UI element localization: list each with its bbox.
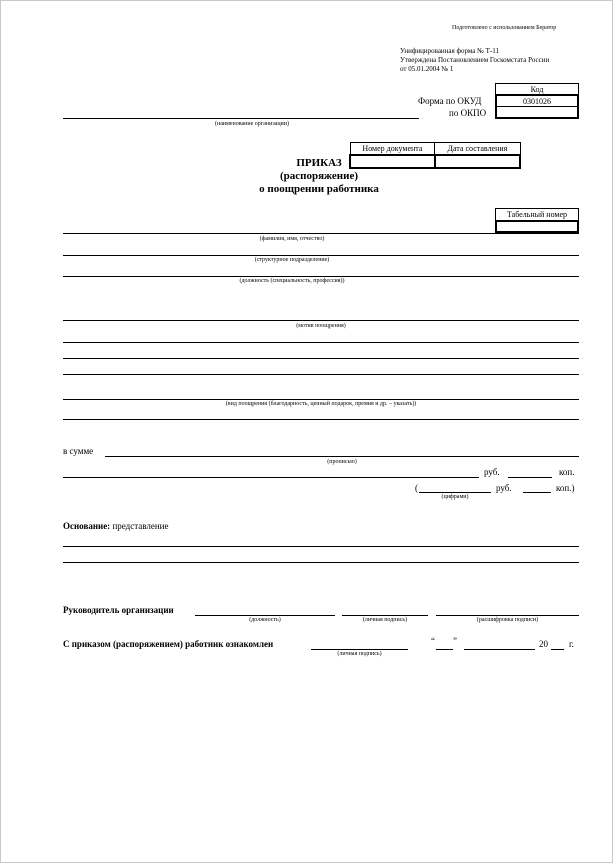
document-number-header: Номер документа: [350, 143, 435, 156]
prepared-note: Подготовлено с использованием Бератор: [452, 25, 557, 31]
employee-signature-field[interactable]: [311, 649, 408, 650]
quote-close: ”: [453, 636, 457, 646]
employee-signature-caption: (личная подпись): [337, 651, 382, 657]
okud-label: Форма по ОКУД: [418, 96, 482, 106]
sum-words-field[interactable]: [105, 456, 579, 457]
reward-kind-field[interactable]: [63, 399, 579, 400]
year-suffix: г.: [569, 639, 574, 649]
head-decode-field[interactable]: [436, 615, 579, 616]
kop-digits-field[interactable]: [523, 492, 551, 493]
ack-label: С приказом (распоряжением) работник ознакомлен: [63, 639, 274, 649]
rub-label: руб.: [484, 467, 500, 477]
okpo-code-field[interactable]: [495, 106, 579, 119]
sum-words-line-2[interactable]: [63, 477, 479, 478]
form-line-2: Утверждена Постановлением Госкомстата России: [400, 56, 550, 64]
form-line-1: Унифицированная форма № Т-11: [400, 47, 499, 55]
okud-code-field[interactable]: 0301026: [495, 94, 579, 107]
sum-digits-field[interactable]: [419, 492, 491, 493]
document-date-field[interactable]: [435, 155, 520, 168]
full-name-caption: (фамилия, имя, отчество): [259, 236, 325, 242]
basis-line-1[interactable]: [63, 546, 579, 547]
sum-digits-caption: (цифрами): [441, 494, 469, 500]
tab-number-header: Табельный номер: [495, 208, 579, 221]
digits-open-paren: (: [415, 483, 418, 493]
full-name-field[interactable]: [63, 233, 579, 234]
head-decode-caption: (расшифровка подписи): [476, 617, 539, 623]
quote-open: “: [431, 636, 435, 646]
ack-month-field[interactable]: [464, 649, 535, 650]
division-field[interactable]: [63, 255, 579, 256]
ack-year-field[interactable]: [551, 649, 564, 650]
kop-label: коп.: [559, 467, 575, 477]
head-org-label: Руководитель организации: [63, 605, 174, 615]
head-position-field[interactable]: [195, 615, 335, 616]
tab-number-field[interactable]: [495, 220, 579, 233]
reward-kind-caption: (вид поощрения (благодарность, ценный подарок, премия и др. – указать)): [225, 401, 417, 407]
ack-day-field[interactable]: [436, 649, 453, 650]
head-position-caption: (должность): [249, 617, 281, 623]
position-field[interactable]: [63, 276, 579, 277]
motive-field[interactable]: [63, 320, 579, 321]
organization-field[interactable]: [63, 118, 419, 119]
order-subtitle: (распоряжение): [279, 170, 358, 182]
document-date-header: Дата составления: [435, 143, 520, 156]
basis-row: [63, 521, 169, 531]
head-signature-field[interactable]: [342, 615, 428, 616]
order-title: ПРИКАЗ: [296, 157, 342, 169]
year-prefix: 20: [539, 639, 548, 649]
kop-label-2: коп.): [556, 483, 575, 493]
motive-line-3[interactable]: [63, 358, 579, 359]
basis-label: Основание:: [63, 521, 111, 531]
code-head: Код: [495, 83, 579, 95]
organization-caption: (наименование организации): [215, 121, 289, 127]
motive-line-2[interactable]: [63, 342, 579, 343]
motive-line-4[interactable]: [63, 374, 579, 375]
rub-label-2: руб.: [496, 483, 512, 493]
form-line-3: от 05.01.2004 № 1: [400, 65, 454, 73]
basis-value[interactable]: представление: [112, 521, 169, 531]
motive-caption: (мотив поощрения): [296, 323, 346, 329]
sum-words-caption: (прописью): [327, 459, 357, 465]
reward-kind-line-2[interactable]: [63, 419, 579, 420]
kop-field[interactable]: [508, 477, 552, 478]
head-signature-caption: (личная подпись): [362, 617, 408, 623]
sum-label: в сумме: [63, 446, 94, 456]
okpo-label: по ОКПО: [449, 108, 487, 118]
position-caption: (должность (специальность, профессия)): [239, 278, 345, 284]
division-caption: (структурное подразделение): [254, 257, 330, 263]
basis-line-2[interactable]: [63, 562, 579, 563]
order-topic: о поощрении работника: [259, 183, 379, 195]
